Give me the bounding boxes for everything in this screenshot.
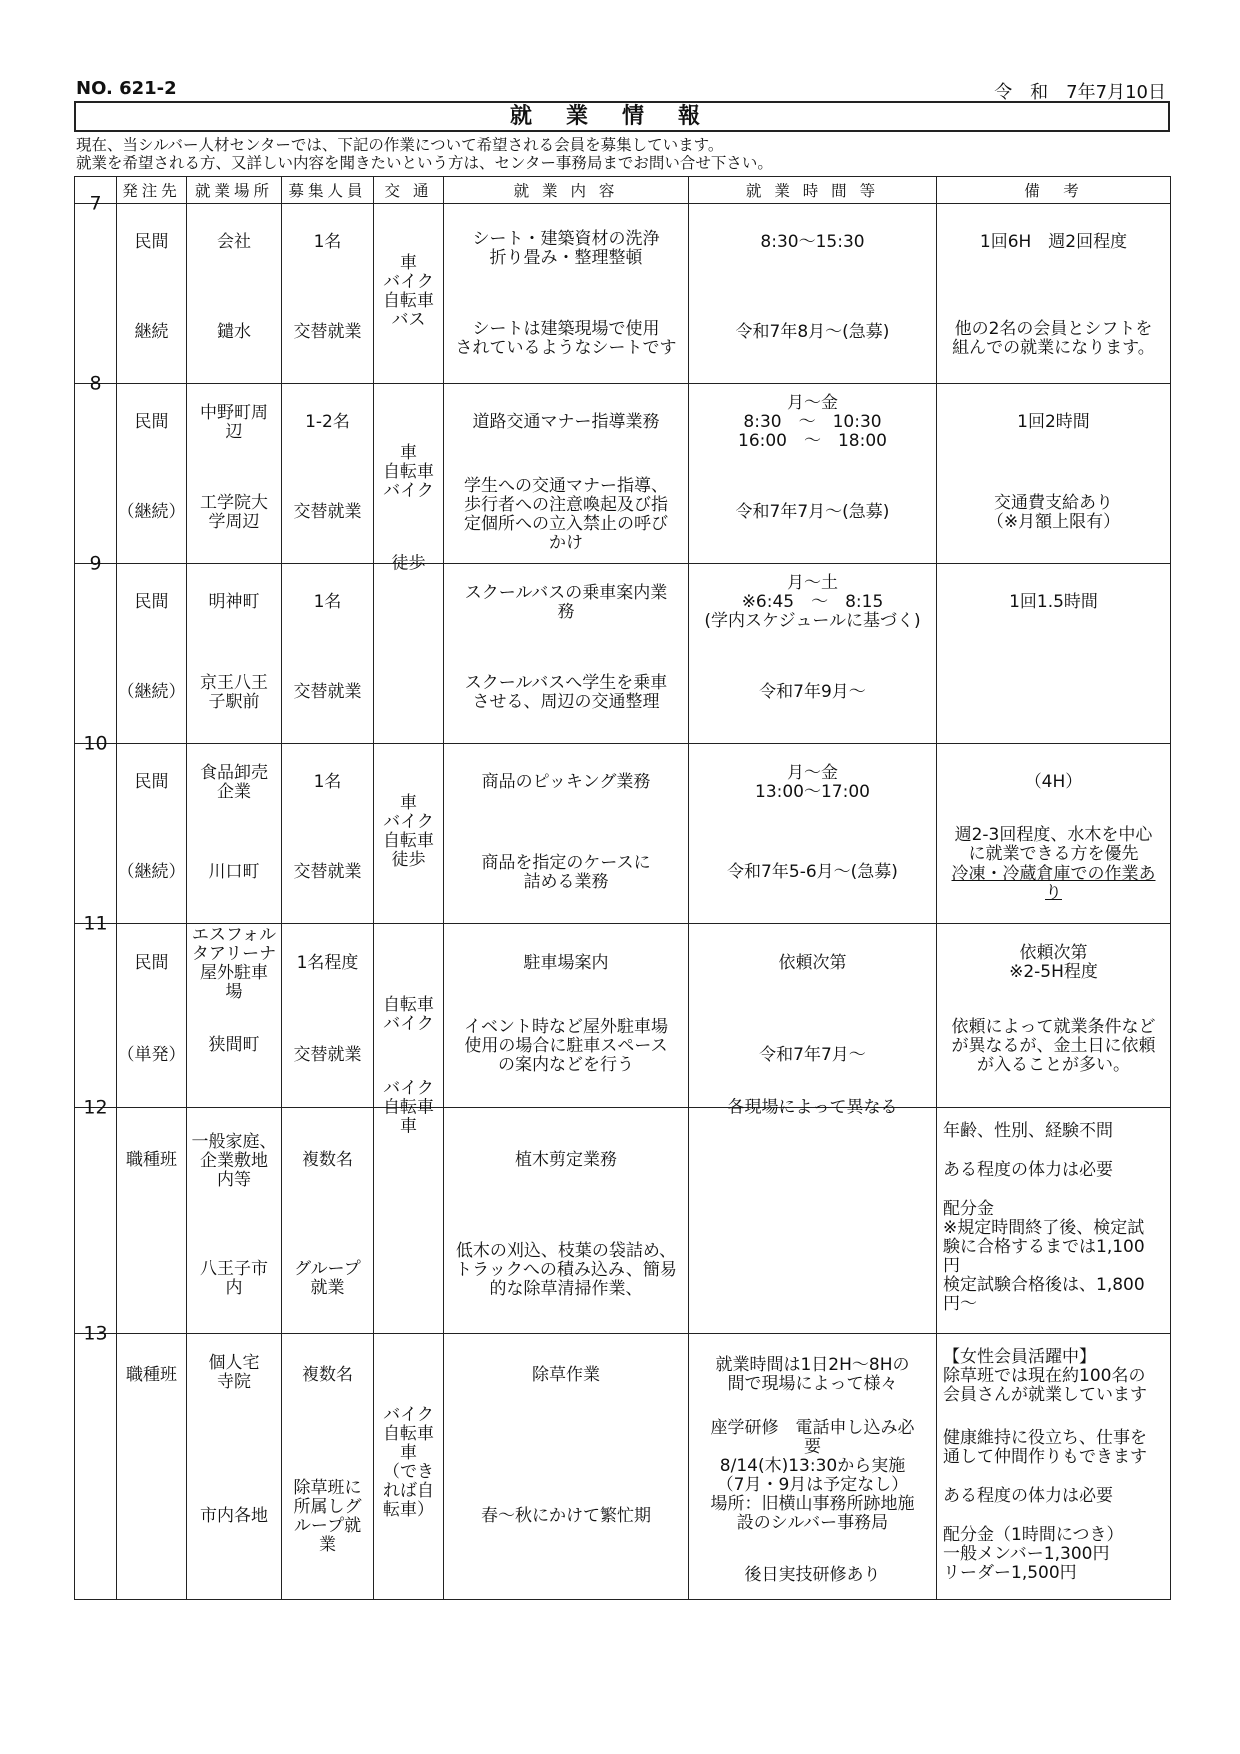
job-work: シート・建築資材の洗浄 折り畳み・整理整頓 xyxy=(472,229,660,268)
job-notes-warning: 冷凍・冷蔵倉庫での作業あ り xyxy=(951,864,1156,903)
job-work-detail: シートは建築現場で使用 されているようなシートです xyxy=(455,319,677,358)
job-hours: 月～金 8:30 ～ 10:30 16:00 ～ 18:00 xyxy=(738,393,887,451)
document-date: 令 和 7年7月10日 xyxy=(994,82,1166,103)
job-work: 除草作業 xyxy=(532,1365,600,1385)
job-staff-type: グループ 就業 xyxy=(294,1259,361,1298)
job-number: 13 xyxy=(83,1322,108,1345)
job-place: エスフォル タアリーナ 屋外駐車 場 xyxy=(191,925,277,1002)
table-row xyxy=(75,1334,1171,1600)
job-work-detail: 商品を指定のケースに 詰める業務 xyxy=(481,853,651,892)
job-number: 8 xyxy=(89,372,102,395)
header-hours: 就 業 時 間 等 xyxy=(689,177,937,204)
job-period: 令和7年5-6月～(急募) xyxy=(727,862,898,882)
job-period: 令和7年8月～(急募) xyxy=(735,322,890,342)
header-place: 就業場所 xyxy=(187,177,282,204)
table-header-row xyxy=(75,177,1171,204)
job-work-detail: 学生への交通マナー指導、 歩行者への注意喚起及び指 定個所への立入禁止の呼び かけ xyxy=(464,476,668,553)
job-work: スクールバスの乗車案内業 務 xyxy=(464,583,668,622)
job-work-detail: イベント時など屋外駐車場 使用の場合に駐車スペース の案内などを行う xyxy=(464,1017,668,1075)
job-work: 植木剪定業務 xyxy=(515,1150,617,1170)
header-notes: 備 考 xyxy=(937,177,1171,204)
job-status: （継続） xyxy=(117,502,186,522)
job-client: 職種班 xyxy=(126,1150,177,1170)
job-notes-pay: 配分金（1時間につき） 一般メンバー1,300円 リーダー1,500円 xyxy=(943,1525,1124,1583)
job-work: 商品のピッキング業務 xyxy=(481,772,651,792)
job-work: 駐車場案内 xyxy=(523,953,609,973)
jobs-table xyxy=(74,176,1171,1600)
job-staff: 1名程度 xyxy=(296,953,359,973)
job-notes: 1回6H 週2回程度 xyxy=(979,232,1128,252)
job-number: 11 xyxy=(83,912,108,935)
table-row xyxy=(75,1108,1171,1334)
job-hours: 依頼次第 xyxy=(778,953,847,973)
job-staff-type: 交替就業 xyxy=(293,502,362,522)
job-client: 民間 xyxy=(134,772,169,792)
document-header xyxy=(74,78,1168,102)
job-work: 道路交通マナー指導業務 xyxy=(472,412,660,432)
job-number: 7 xyxy=(89,192,102,215)
job-status: （継続） xyxy=(117,682,186,702)
job-status: （継続） xyxy=(117,862,186,882)
job-client: 民間 xyxy=(134,232,169,252)
job-hours: 就業時間は1日2H～8Hの 間で現場によって様々 xyxy=(715,1355,910,1394)
table-row xyxy=(75,744,1171,924)
job-notes-detail: 他の2名の会員とシフトを 組んでの就業になります。 xyxy=(952,319,1155,358)
job-notes: 1回1.5時間 xyxy=(1009,592,1098,612)
job-transport: 自転車 バイク xyxy=(383,995,434,1034)
job-place: 中野町周 辺 xyxy=(200,403,268,442)
intro-text xyxy=(76,136,773,172)
job-place: 食品卸売 企業 xyxy=(200,763,268,802)
job-staff: 複数名 xyxy=(302,1365,353,1385)
header-transport: 交 通 xyxy=(374,177,444,204)
job-hours: 各現場によって異なる xyxy=(727,1097,898,1118)
job-client: 民間 xyxy=(134,592,169,612)
job-place-detail: 鑓水 xyxy=(217,322,251,342)
job-transport: バイク 自転車 車 （でき れば自 転車） xyxy=(383,1405,434,1520)
job-work-detail: 低木の刈込、枝葉の袋詰め、 トラックへの積み込み、簡易 的な除草清掃作業、 xyxy=(455,1241,677,1299)
job-place-detail: 川口町 xyxy=(208,862,260,882)
job-notes: （4H） xyxy=(1024,772,1083,792)
job-staff-type: 除草班に 所属しグ ループ就 業 xyxy=(293,1478,362,1555)
job-notes-requirement: ある程度の体力は必要 xyxy=(943,1160,1113,1180)
table-row xyxy=(75,204,1171,384)
job-notes-detail: 依頼によって就業条件など が異なるが、金土日に依頼 が入ることが多い。 xyxy=(951,1017,1156,1075)
job-staff-type: 交替就業 xyxy=(293,682,362,702)
job-number: 9 xyxy=(89,552,102,575)
job-period: 令和7年7月～(急募) xyxy=(735,502,890,522)
job-staff-type: 交替就業 xyxy=(293,862,362,882)
header-staff: 募集人員 xyxy=(282,177,374,204)
intro-line-1: 現在、当シルバー人材センターでは、下記の作業について希望される会員を募集しています。 xyxy=(76,136,724,154)
job-status: （単発） xyxy=(117,1045,186,1065)
job-number: 12 xyxy=(83,1096,108,1119)
job-training-note: 後日実技研修あり xyxy=(744,1565,881,1585)
job-staff: 1名 xyxy=(313,772,342,792)
job-notes-benefit: 健康維持に役立ち、仕事を 通して仲間作りもできます xyxy=(943,1428,1147,1467)
job-place-detail: 八王子市 内 xyxy=(200,1259,268,1298)
job-client: 民間 xyxy=(134,953,169,973)
job-staff: 複数名 xyxy=(302,1150,353,1170)
job-transport: 車 バイク 自転車 徒歩 xyxy=(383,793,434,870)
job-hours: 月～土 ※6:45 ～ 8:15 (学内スケジュールに基づく) xyxy=(704,573,921,631)
job-place: 明神町 xyxy=(208,592,260,612)
job-staff-type: 交替就業 xyxy=(293,1045,362,1065)
job-staff: 1名 xyxy=(313,592,342,612)
table-row xyxy=(75,384,1171,564)
job-staff-type: 交替就業 xyxy=(293,322,362,342)
job-place: 一般家庭、 企業敷地 内等 xyxy=(191,1132,277,1190)
document-number: NO. 621-2 xyxy=(76,78,177,99)
job-place: 個人宅 寺院 xyxy=(208,1353,260,1392)
job-notes-requirement: ある程度の体力は必要 xyxy=(943,1486,1113,1506)
job-period: 令和7年7月～ xyxy=(759,1045,866,1065)
job-transport: 車 自転車 バイク xyxy=(383,443,434,501)
intro-line-2: 就業を希望される方、又詳しい内容を聞きたいという方は、センター事務局までお問い合せ下さい。 xyxy=(76,154,773,172)
job-place-detail: 狭間町 xyxy=(208,1035,260,1055)
job-hours: 8:30～15:30 xyxy=(760,232,865,252)
job-notes: 【女性会員活躍中】 除草班では現在約100名の 会員さんが就業しています xyxy=(943,1347,1147,1405)
job-work-detail: スクールバスへ学生を乗車 させる、周辺の交通整理 xyxy=(464,673,668,712)
job-notes: 年齢、性別、経験不問 xyxy=(943,1121,1113,1141)
job-transport: バイク 自転車 車 xyxy=(383,1078,434,1137)
job-place-detail: 京王八王 子駅前 xyxy=(200,673,268,712)
job-number: 10 xyxy=(83,732,108,755)
job-notes-pay: 配分金 ※規定時間終了後、検定試 験に合格するまでは1,100 円 検定試験合格後は、1,800 円～ xyxy=(943,1199,1145,1314)
job-notes: 依頼次第 ※2-5H程度 xyxy=(1009,943,1098,982)
job-work-detail: 春～秋にかけて繁忙期 xyxy=(481,1506,651,1526)
job-period: 令和7年9月～ xyxy=(759,682,866,702)
job-place-detail: 市内各地 xyxy=(200,1506,268,1526)
job-status: 継続 xyxy=(134,322,169,342)
header-work: 就 業 内 容 xyxy=(444,177,689,204)
table-row xyxy=(75,564,1171,744)
job-hours: 月～金 13:00～17:00 xyxy=(755,763,870,802)
table-row xyxy=(75,924,1171,1108)
job-transport: 車 バイク 自転車 バス xyxy=(383,253,434,330)
job-place-detail: 工学院大 学周辺 xyxy=(200,493,268,532)
job-client: 職種班 xyxy=(126,1365,177,1385)
job-staff: 1-2名 xyxy=(305,412,350,432)
job-notes: 1回2時間 xyxy=(1017,412,1090,432)
job-staff: 1名 xyxy=(313,232,342,252)
job-training-info: 座学研修 電話申し込み必 要 8/14(木)13:30から実施 （7月・9月は予定なし） 場所：旧横山事務所跡地施 設のシルバー事務局 xyxy=(710,1418,915,1533)
job-notes-detail: 週2-3回程度、水木を中心 に就業できる方を優先 xyxy=(954,825,1153,864)
page-title: 就業情報 xyxy=(74,101,1170,132)
job-client: 民間 xyxy=(134,412,169,432)
job-notes-detail: 交通費支給あり （※月額上限有） xyxy=(986,493,1121,532)
header-client: 発注先 xyxy=(117,177,187,204)
job-place: 会社 xyxy=(217,232,251,252)
job-transport: 徒歩 xyxy=(391,553,426,574)
